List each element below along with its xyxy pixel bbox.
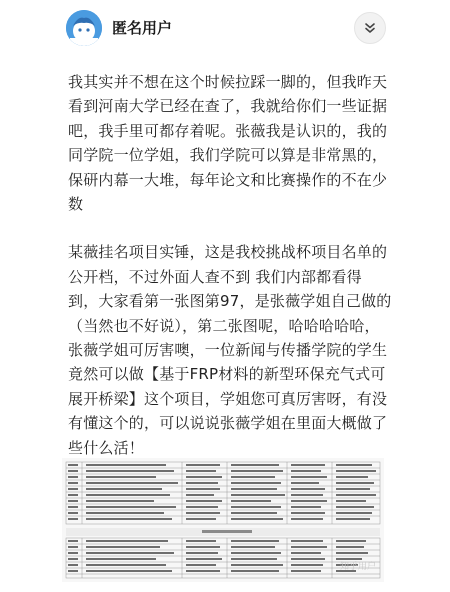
document-table-picture bbox=[62, 458, 384, 582]
paragraph-spacer bbox=[68, 216, 392, 240]
double-chevron-down-icon bbox=[363, 21, 377, 35]
post-body bbox=[68, 70, 392, 460]
anonymous-avatar-icon[interactable] bbox=[66, 10, 102, 46]
username[interactable]: 匿名用户 bbox=[112, 19, 173, 37]
collapse-button[interactable] bbox=[354, 12, 386, 44]
post-paragraph: 某薇挂名项目实锤，这是我校挑战杯项目名单的公开档，不过外面人查不到 我们内部都看得到，大家看第一张图第97，是张薇学姐自己做的（当然也不好说），第二张图呢，哈哈哈哈哈，张薇学姐可厉害噢，一位新闻与传播学院的学生竟然可以做【基于FRP材料的新型环保充气式可展开桥梁】这个项目，学姐您可真厉害呀，有没有懂这个的，可以说说张薇学姐在里面大概做了些什么活！ bbox=[68, 243, 392, 457]
post-header bbox=[0, 0, 450, 58]
watermark-text: 知乎用户 bbox=[339, 562, 376, 572]
post-paragraph: 我其实并不想在这个时候拉踩一脚的，但我昨天看到河南大学已经在查了，我就给你们一些证据吧，我手里可都存着呢。张薇我是认识的，我的同学院一位学姐，我们学院可以算是非常黑的，保研内幕一大堆，每年论文和比赛操作的不在少数 bbox=[68, 73, 388, 214]
attached-document-image[interactable] bbox=[62, 458, 384, 582]
